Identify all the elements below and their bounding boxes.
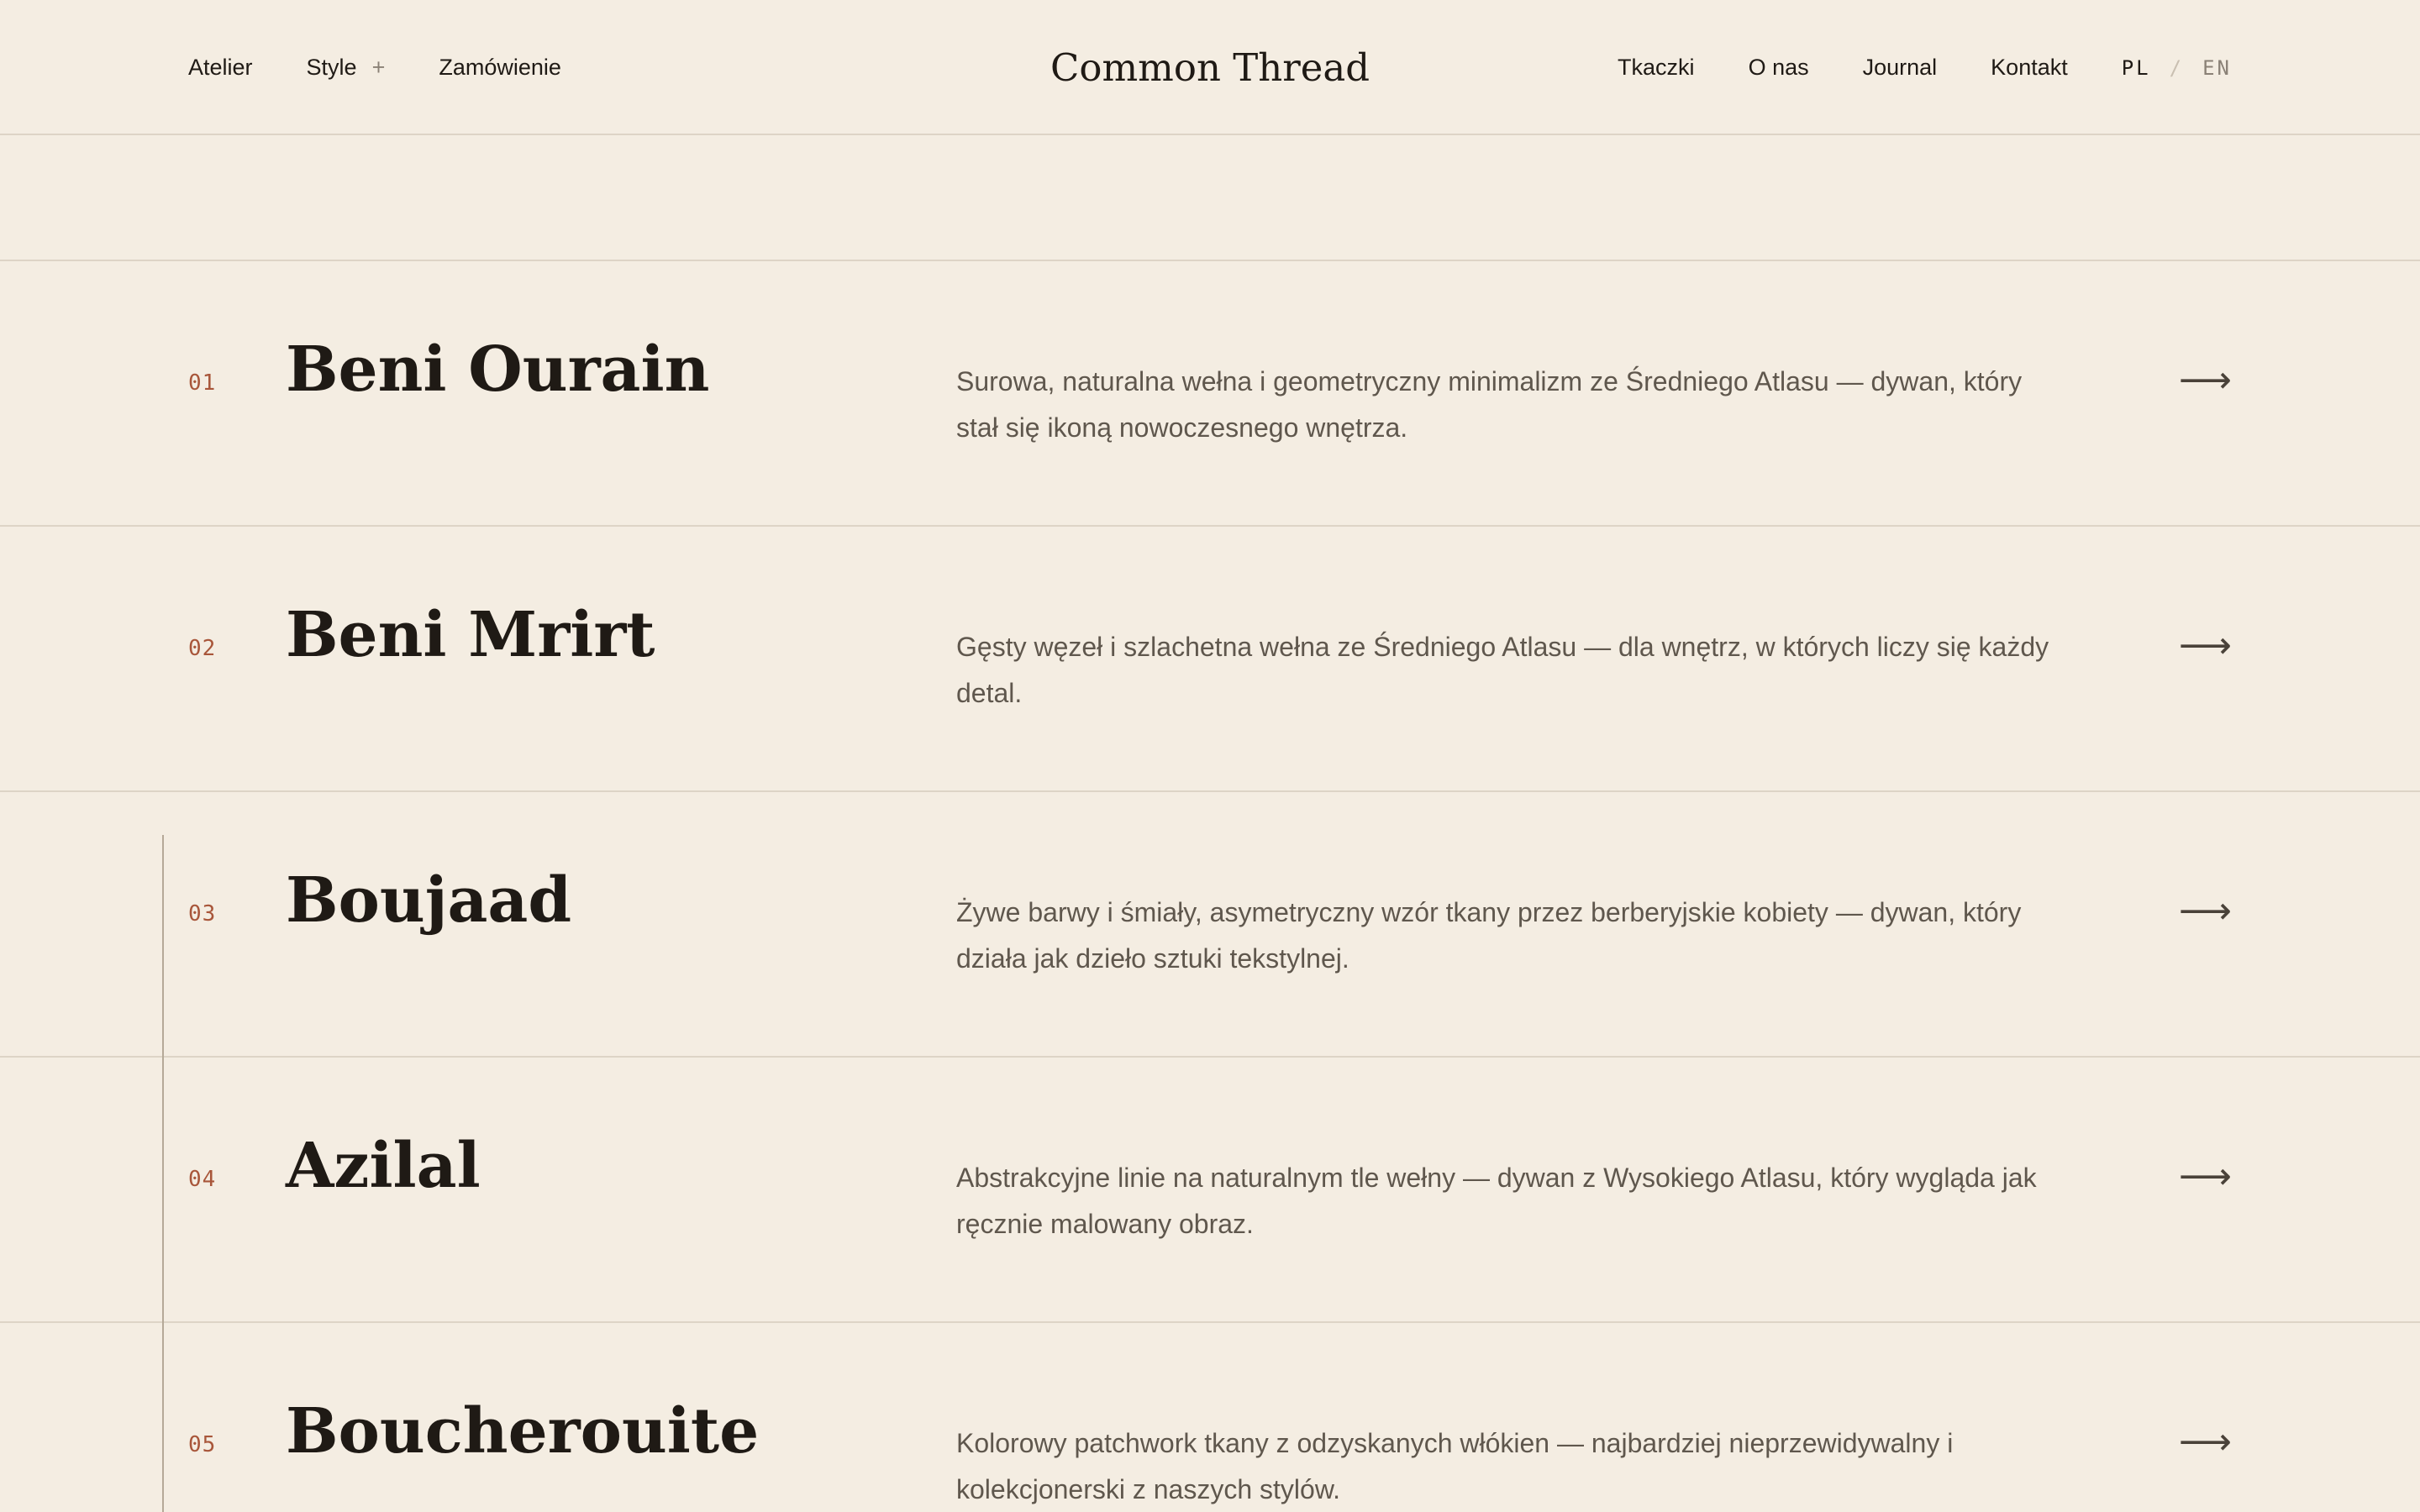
style-row-beni-mrirt[interactable]	[0, 527, 2420, 792]
nav-atelier[interactable]	[188, 55, 253, 81]
language-switcher	[2122, 56, 2232, 80]
row-title: Beni Ourain	[286, 333, 710, 406]
arrow-right-icon[interactable]: ⟶	[2178, 624, 2232, 667]
row-number: 03	[188, 901, 217, 927]
row-title: Boucherouite	[286, 1395, 760, 1467]
row-number: 01	[188, 370, 217, 396]
nav-left	[188, 0, 561, 135]
row-number: 02	[188, 636, 217, 661]
nav-tkaczki-label: Tkaczki	[1618, 55, 1695, 80]
nav-kontakt[interactable]	[1991, 55, 2068, 81]
nav-o-nas-label: O nas	[1748, 55, 1809, 80]
arrow-right-icon[interactable]: ⟶	[2178, 359, 2232, 402]
nav-kontakt-label: Kontakt	[1991, 55, 2068, 80]
row-number: 04	[188, 1167, 217, 1192]
nav-o-nas[interactable]	[1749, 55, 1809, 81]
row-title: Azilal	[286, 1130, 481, 1202]
styles-list	[0, 261, 2420, 1512]
row-description: Gęsty węzeł i szlachetna wełna ze Średniego Atlasu — dla wnętrz, w których liczy się każdy detal.	[956, 632, 2049, 708]
nav-right	[1618, 0, 2232, 135]
nav-journal[interactable]	[1863, 55, 1938, 81]
style-row-boujaad[interactable]	[0, 792, 2420, 1058]
nav-zamowienie[interactable]	[439, 55, 561, 81]
lang-en[interactable]: EN	[2202, 55, 2232, 80]
style-row-azilal[interactable]	[0, 1058, 2420, 1323]
style-row-beni-ourain[interactable]	[0, 261, 2420, 527]
arrow-right-icon[interactable]: ⟶	[2178, 1420, 2232, 1463]
lang-pl[interactable]: PL	[2121, 55, 2151, 80]
brand-logo[interactable]: Common Thread	[1050, 45, 1370, 90]
nav-tkaczki[interactable]	[1618, 55, 1695, 81]
nav-atelier-label: Atelier	[188, 55, 253, 80]
nav-style[interactable]	[307, 55, 386, 81]
row-description: Surowa, naturalna wełna i geometryczny minimalizm ze Średniego Atlasu — dywan, który stał się ikoną nowoczesnego wnętrza.	[956, 366, 2023, 443]
nav-zamowienie-label: Zamówienie	[439, 55, 561, 80]
arrow-right-icon[interactable]: ⟶	[2178, 1155, 2232, 1198]
row-title: Beni Mrirt	[286, 599, 655, 671]
scroll-indicator-line	[162, 835, 164, 1512]
plus-icon: +	[371, 55, 386, 80]
row-description: Żywe barwy i śmiały, asymetryczny wzór tkany przez berberyjskie kobiety — dywan, który działa jak dzieło sztuki tekstylnej.	[956, 897, 2022, 974]
row-number: 05	[188, 1432, 217, 1457]
style-row-boucherouite[interactable]	[0, 1323, 2420, 1512]
row-title: Boujaad	[286, 864, 572, 937]
nav-style-label: Style	[306, 55, 357, 80]
row-description: Abstrakcyjne linie na naturalnym tle wełny — dywan z Wysokiego Atlasu, który wygląda jak ręcznie malowany obraz.	[956, 1163, 2037, 1239]
spacer-band	[0, 135, 2420, 261]
arrow-right-icon[interactable]: ⟶	[2178, 890, 2232, 932]
lang-separator: /	[2169, 55, 2185, 80]
row-description: Kolorowy patchwork tkany z odzyskanych włókien — najbardziej nieprzewidywalny i kolekcjonerski z naszych stylów.	[956, 1428, 1954, 1504]
site-header	[0, 0, 2420, 135]
nav-journal-label: Journal	[1862, 55, 1938, 80]
